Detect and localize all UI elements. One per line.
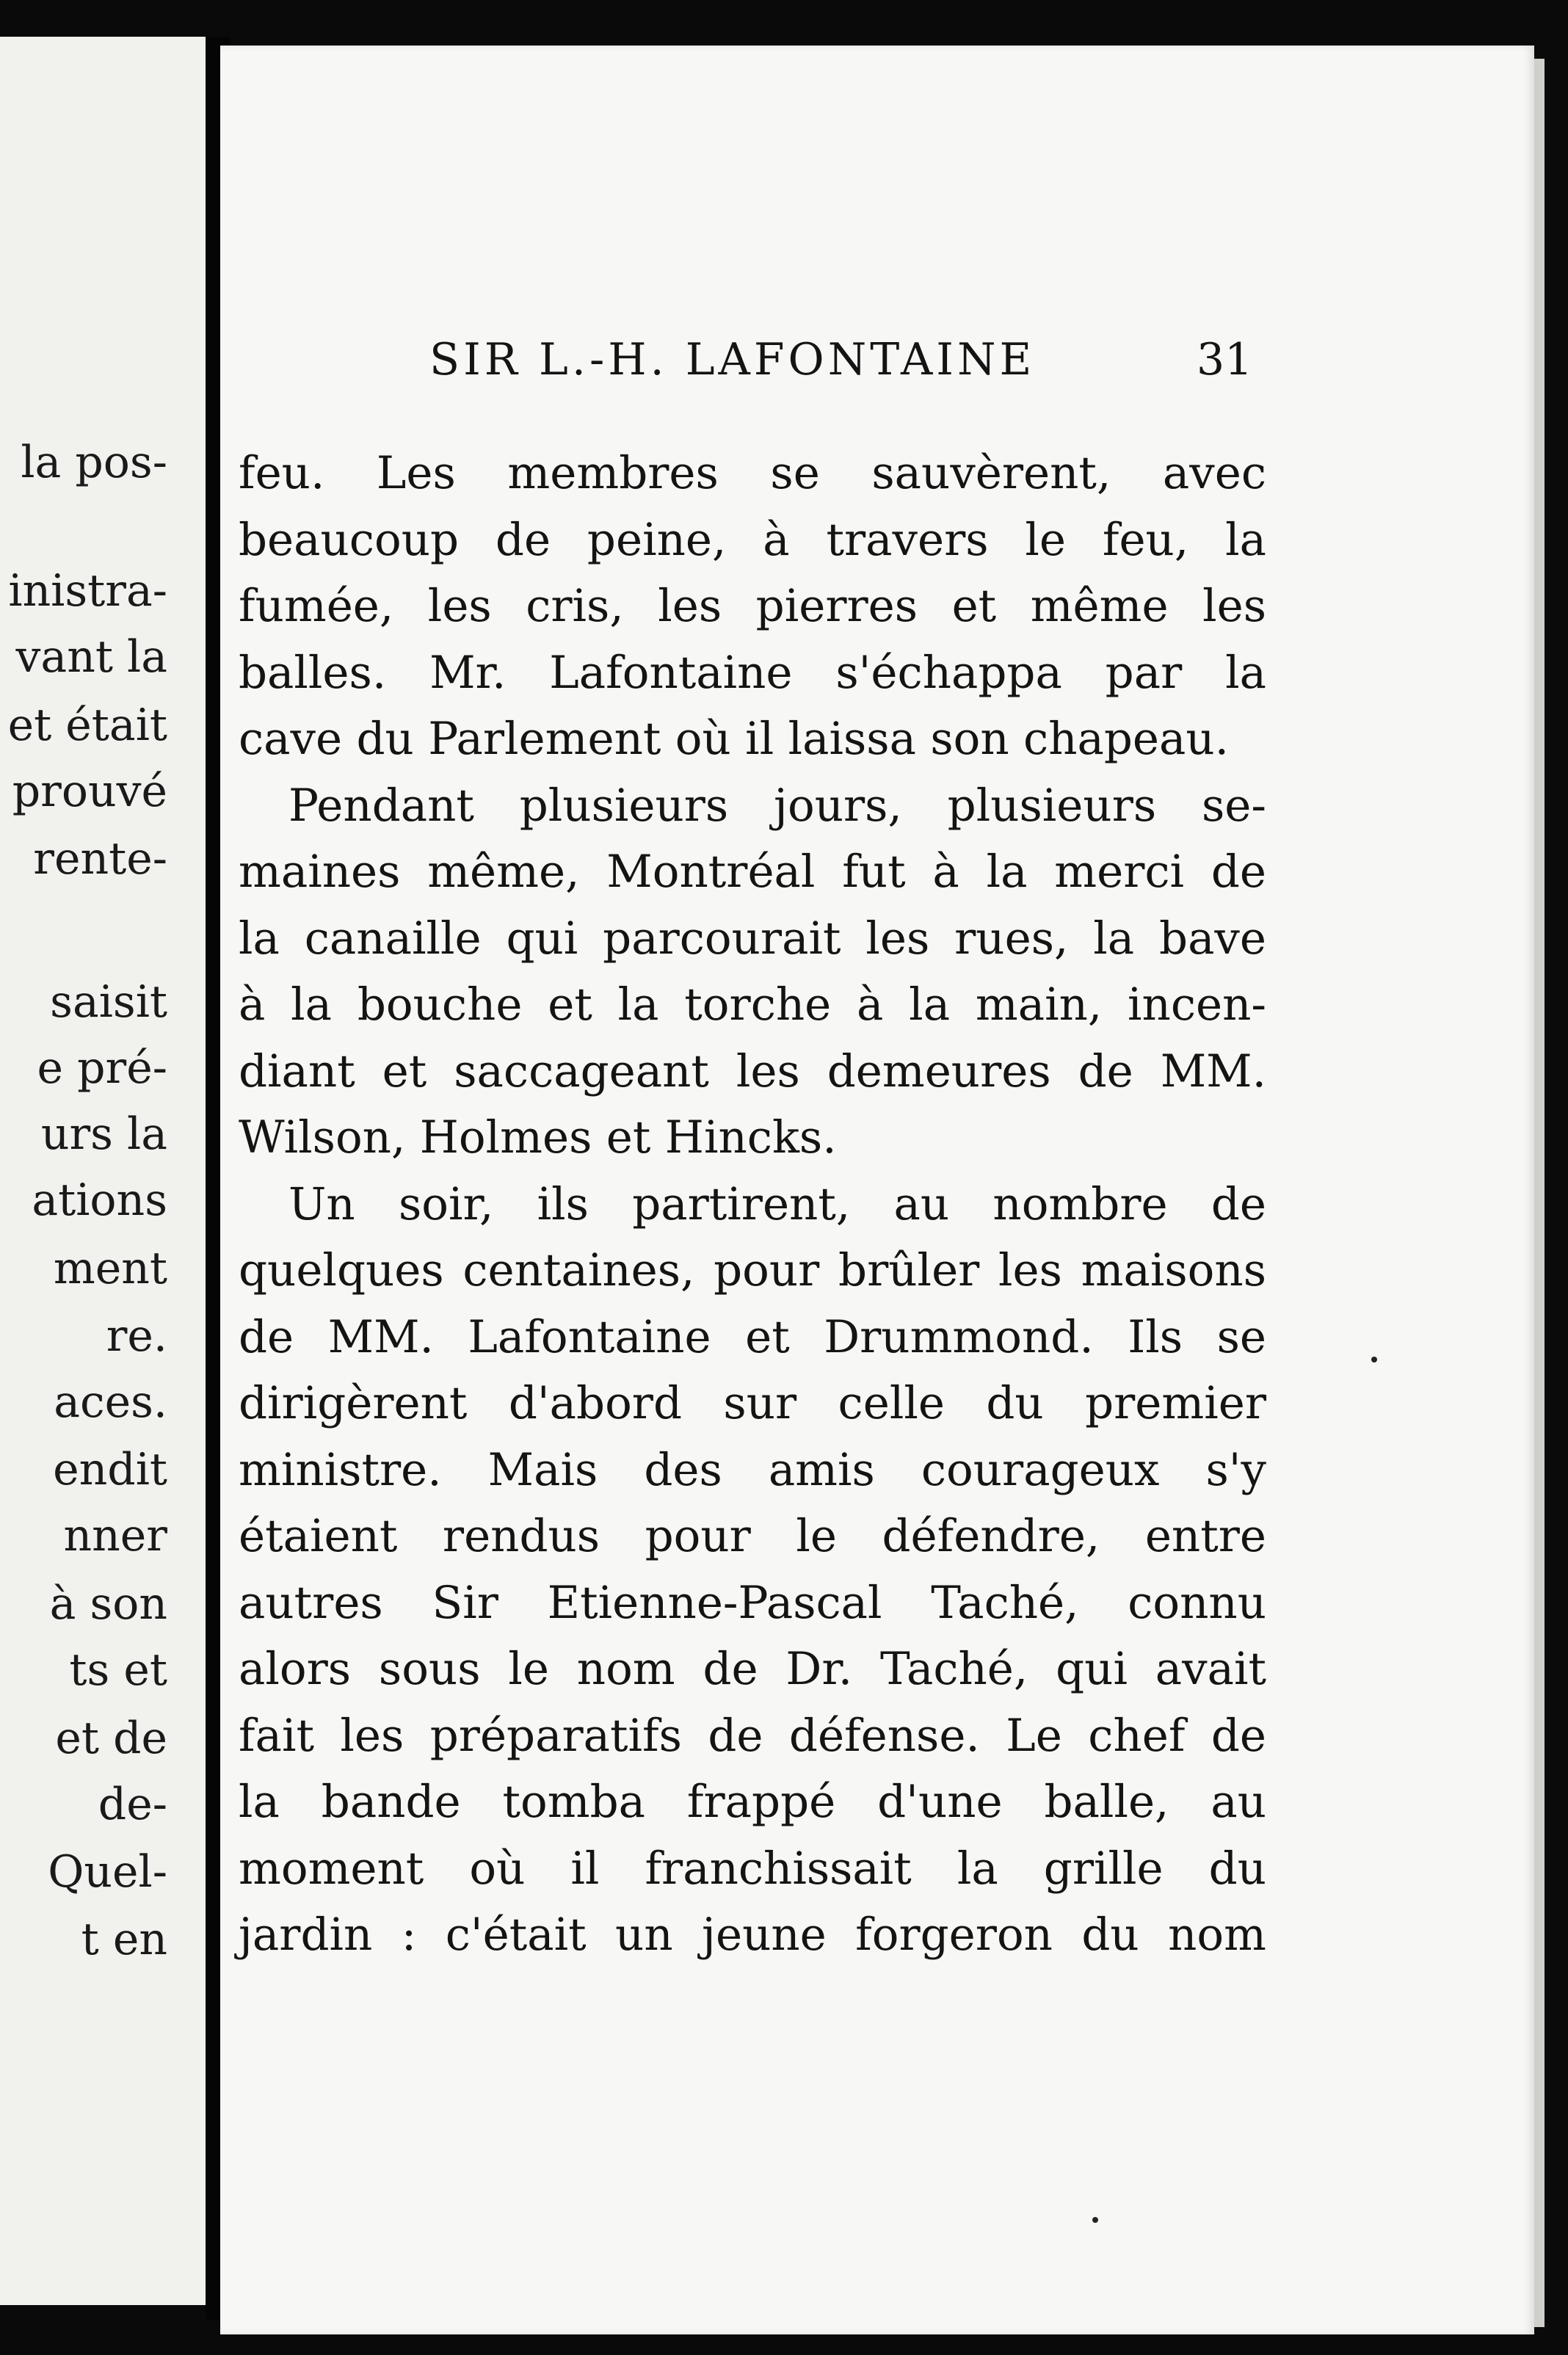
paragraph <box>239 773 1266 1172</box>
text-line: feu. Les membres se sauvèrent, avec <box>239 447 1266 499</box>
facing-page-fragment: endit <box>53 1444 167 1495</box>
facing-page-fragment: et était <box>7 700 167 751</box>
facing-page-fragment: t en <box>81 1914 167 1965</box>
text-line: Wilson, Holmes et Hincks. <box>239 1111 837 1164</box>
text-line: alors sous le nom de Dr. Taché, qui avait <box>239 1643 1266 1695</box>
paragraph <box>239 440 1266 773</box>
facing-page-fragment: ations <box>32 1175 167 1226</box>
running-head-title: SIR L.-H. LAFONTAINE <box>429 334 1036 385</box>
facing-page-fragment: la pos- <box>21 437 167 488</box>
text-line: fait les préparatifs de défense. Le chef de <box>239 1709 1266 1762</box>
text-line: étaient rendus pour le défendre, entre <box>239 1510 1266 1562</box>
text-line: à la bouche et la torche à la main, incen- <box>239 979 1266 1031</box>
text-line: autres Sir Etienne-Pascal Taché, connu <box>239 1576 1266 1629</box>
text-line: moment où il franchissait la grille du <box>239 1842 1266 1895</box>
page-edge <box>1534 59 1545 2327</box>
print-speck <box>1092 2217 1098 2223</box>
text-line: la canaille qui parcourait les rues, la bave <box>239 912 1266 965</box>
text-line: ministre. Mais des amis courageux s'y <box>239 1443 1266 1496</box>
print-speck <box>1371 1357 1377 1362</box>
facing-page-fragment: e pré- <box>37 1042 167 1094</box>
text-line: dirigèrent d'abord sur celle du premier <box>239 1377 1266 1429</box>
facing-page-fragment: aces. <box>54 1376 167 1428</box>
page-number: 31 <box>1197 334 1253 385</box>
paragraph <box>239 1172 1266 1969</box>
text-line: la bande tomba frappé d'une balle, au <box>239 1776 1266 1828</box>
text-line: de MM. Lafontaine et Drummond. Ils se <box>239 1310 1266 1363</box>
facing-page-fragment: ment <box>53 1243 167 1294</box>
text-line: maines même, Montréal fut à la merci de <box>239 846 1266 898</box>
facing-page-fragment: saisit <box>50 976 167 1028</box>
text-line: Pendant plusieurs jours, plusieurs se- <box>288 779 1266 832</box>
facing-page-fragment: re. <box>106 1310 167 1362</box>
text-line: quelques centaines, pour brûler les maisons <box>239 1244 1266 1296</box>
body-text <box>239 440 1266 1969</box>
text-line: cave du Parlement où il laissa son chapeau. <box>239 713 1230 765</box>
facing-page-fragment: à son <box>49 1578 167 1630</box>
text-line: Un soir, ils partirent, au nombre de <box>288 1178 1266 1230</box>
facing-page-fragment: Quel- <box>48 1846 167 1898</box>
text-line: diant et saccageant les demeures de MM. <box>239 1045 1266 1097</box>
facing-page-fragment: rente- <box>33 833 167 885</box>
facing-page-fragment: inistra- <box>8 565 167 617</box>
text-line: jardin : c'était un jeune forgeron du nom <box>239 1909 1266 1961</box>
facing-page-left <box>0 37 206 2305</box>
facing-page-fragment: nner <box>63 1510 167 1561</box>
text-line: fumée, les cris, les pierres et même les <box>239 580 1266 632</box>
facing-page-fragment: urs la <box>40 1108 167 1160</box>
facing-page-fragment: vant la <box>15 631 167 683</box>
text-line: beaucoup de peine, à travers le feu, la <box>239 513 1266 566</box>
facing-page-fragment: et de <box>55 1713 167 1764</box>
facing-page-fragment: de- <box>98 1779 167 1830</box>
text-line: balles. Mr. Lafontaine s'échappa par la <box>239 646 1266 699</box>
facing-page-fragment: ts et <box>69 1644 167 1696</box>
facing-page-fragment: prouvé <box>12 766 167 817</box>
